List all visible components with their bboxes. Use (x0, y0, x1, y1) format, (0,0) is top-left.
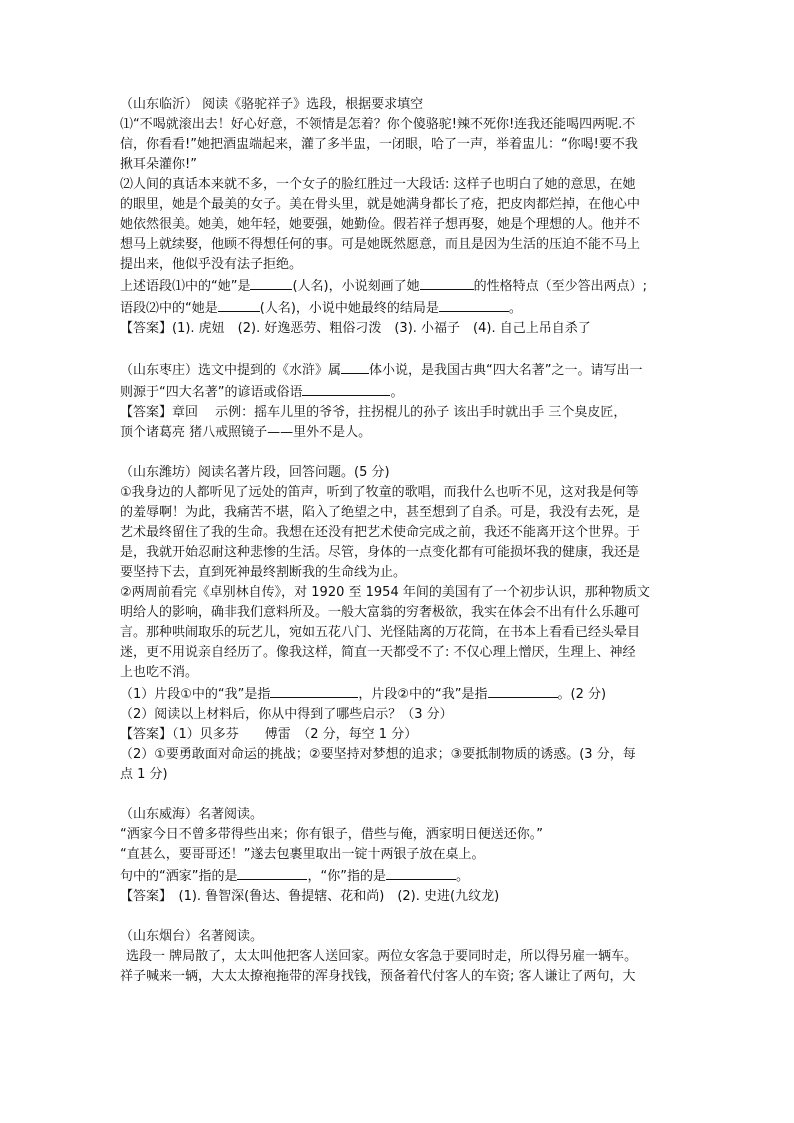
blank (488, 683, 558, 698)
answer-line: 【答案】 (1). 鲁智深(鲁达、鲁提辖、花和尚) (2). 史进(九纹龙) (120, 889, 500, 904)
answer-line: 【答案】章回 示例：摇车儿里的爷爷，拄拐棍儿的孙子 该出手时就出手 三个臭皮匠， (120, 405, 627, 420)
blank (439, 297, 509, 312)
answer-line: 【答案】(1). 虎妞 (2). 好逸恶劳、粗俗刁泼 (3). 小福子 (4). 自己上吊自杀了 (120, 321, 591, 336)
passage-line: 选段一 牌局散了，太太叫他把客人送回家。两位女客急于要同时走，所以得另雇一辆车。 (126, 949, 638, 964)
answer-line: 点 1 分) (120, 767, 168, 782)
passage-line: 明给人的影响，确非我们意料所及。一般大富翁的穷奢极欲，我实在体会不出有什么乐趣可 (120, 605, 641, 620)
passage-line: 艺术最终留住了我的生命。我想在还没有把艺术使命完成之前，我还不能离开这个世界。于 (120, 525, 641, 540)
passage-line: 迷，更不用说亲自经历了。像我这样，简直一天都受不了: 不仅心理上憎厌，生理上、神经 (120, 645, 636, 660)
question-yantai (120, 927, 685, 987)
question-line: 句中的“洒家”指的是 ，“你”指的是 。 (120, 865, 685, 887)
passage-line: 的羞辱啊！为此，我痛苦不堪，陷入了绝望之中，甚至想到了自杀。可是，我没有去死，是 (120, 505, 641, 520)
question-line: （1）片段①中的“我”是指 ，片段②中的“我”是指 。(2 分) (120, 683, 685, 705)
question-line: （2）阅读以上材料后，你从中得到了哪些启示？（3 分） (120, 707, 453, 722)
answer-line: （2）①要勇敢面对命运的挑战；②要坚持对梦想的追求；③要抵制物质的诱惑。(3 分，每 (120, 747, 636, 762)
passage-line: ②两周前看完《卓别林自传》，对 1920 至 1954 年间的美国有了一个初步认识，那种物质文 (120, 585, 650, 600)
question-line: 上述语段⑴中的“她”是 (人名)，小说刻画了她 的性格特点（至少答出两点）; (120, 275, 685, 297)
blank (237, 865, 307, 880)
question-header: （山东潍坊）阅读名著片段，回答问题。(5 分) (120, 465, 390, 480)
passage-line: 祥子喊来一辆，大太太撩袍拖带的浑身找钱，预备着代付客人的车资; 客人谦让了两句，大 (120, 969, 636, 984)
question-header: （山东烟台）名著阅读。 (120, 929, 264, 944)
passage-line: 是，我就开始忍耐这种悲惨的生活。尽管，身体的一点变化都有可能损坏我的健康，我还是 (120, 545, 641, 560)
passage-line: 提出来，他似乎没有法子拒绝。 (120, 257, 303, 272)
question-zaozhuang (120, 359, 685, 443)
question-line: 语段⑵中的“她是 (人名)，小说中她最终的结局是 。 (120, 297, 685, 319)
passage-line: 上也吃不消。 (120, 665, 199, 680)
passage-line: ①我身边的人都听见了远处的笛声，听到了牧童的歌唱，而我什么也听不见，这对我是何等 (120, 485, 639, 500)
question-linyi (120, 95, 685, 339)
passage-line: 想马上就续娶，他顾不得想任何的事。可是她既然愿意，而且是因为生活的压迫不能不马上 (120, 237, 641, 252)
blank (270, 683, 358, 698)
question-header: （山东临沂） 阅读《骆驼祥子》选段，根据要求填空 (120, 97, 424, 112)
passage-line: 言。那种哄闹取乐的玩艺儿，宛如五花八门、光怪陆离的万花筒，在书本上看看已经头晕目 (120, 625, 641, 640)
question-line: （山东枣庄）选文中提到的《水浒》属 体小说，是我国古典“四大名著”之一。请写出一 (120, 359, 685, 381)
passage-line: “洒家今日不曾多带得些出来；你有银子，借些与俺，洒家明日便送还你。” (120, 827, 543, 842)
blank (341, 359, 369, 374)
question-line: 则源于“四大名著”的谚语或俗语 。 (120, 381, 685, 403)
question-header: （山东威海）名著阅读。 (120, 807, 264, 822)
answer-line: 顶个诸葛亮 猪八戒照镜子——里外不是人。 (120, 425, 372, 440)
question-weihai (120, 805, 685, 907)
question-weifang (120, 463, 685, 785)
passage-line: ⑴“不喝就滚出去！好心好意，不领情是怎着？你个傻骆驼!辣不死你!连我还能喝四两呢.不 (120, 117, 636, 132)
passage-line: “直甚么，要哥哥还！”遂去包裹里取出一锭十两银子放在桌上。 (120, 847, 485, 862)
passage-line: 信，你看看!”她把酒盅端起来，灌了多半盅，一闭眼，哈了一声，举着盅儿：“你喝!要不我 (120, 137, 638, 152)
passage-line: 她依然很美。她美，她年轻，她要强，她勤俭。假若祥子想再娶，她是个理想的人。他并不 (120, 217, 641, 232)
passage-line: ⑵人间的真话本来就不多，一个女子的脸红胜过一大段话: 这样子也明白了她的意思，在她 (120, 177, 636, 192)
passage-line: 揪耳朵灌你!” (120, 157, 197, 172)
answer-line: 【答案】（1）贝多芬 傅雷 （2 分，每空 1 分） (120, 727, 418, 742)
document-page (120, 95, 685, 987)
blank (302, 381, 390, 396)
passage-line: 要坚持下去，直到死神最终割断我的生命线为止。 (120, 565, 407, 580)
blank (250, 275, 292, 290)
blank (420, 275, 474, 290)
blank (218, 297, 260, 312)
passage-line: 的眼里，她是个最美的女子。美在骨头里，就是她满身都长了疮，把皮肉都烂掉，在他心中 (120, 197, 641, 212)
blank (386, 865, 456, 880)
